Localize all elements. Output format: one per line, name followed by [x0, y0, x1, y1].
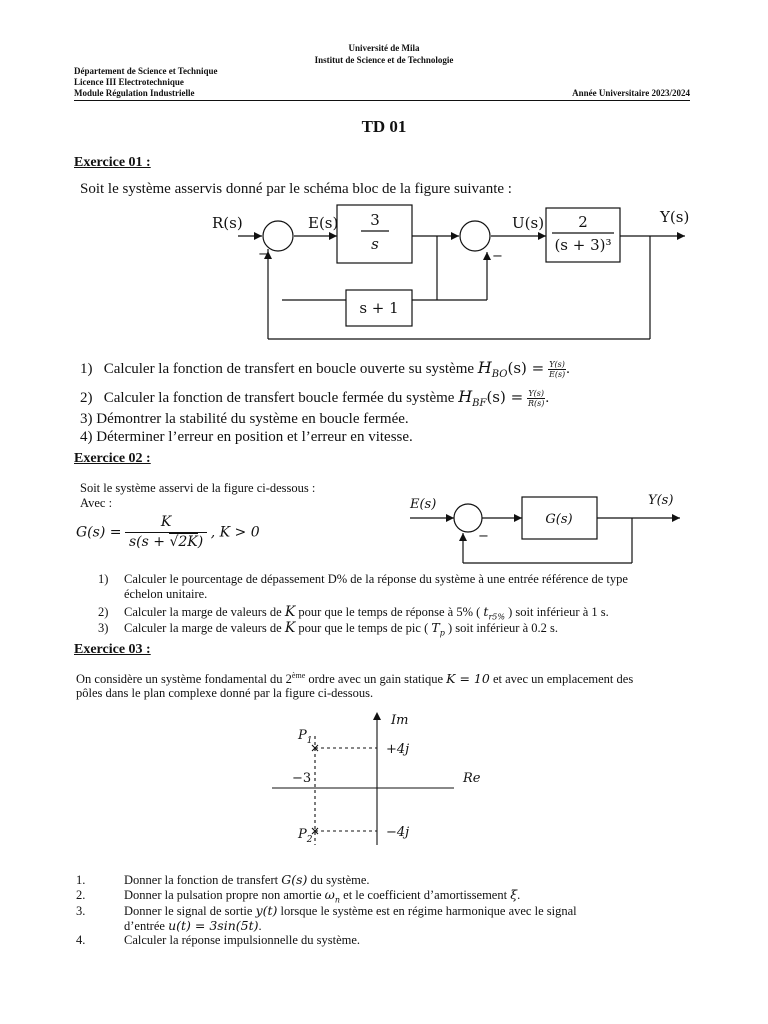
- block2-numerator: 2: [578, 213, 588, 231]
- minus-3-label: −3: [292, 771, 312, 786]
- sum2-minus-sign: −: [492, 249, 503, 264]
- exercise-2-question-1: 1) Calculer le pourcentage de dépassement D% de la réponse du système à une entrée référence de type: [98, 572, 628, 586]
- complex-plane-diagram: [0, 700, 768, 850]
- sum1-minus-sign: −: [258, 247, 269, 262]
- exercise-3-question-3-cont: d’entrée u(t) = 3sin(5t).: [124, 918, 262, 933]
- exercise-1-question-4: 4) Déterminer l’erreur en position et l’erreur en vitesse.: [80, 429, 413, 445]
- exercise-3-question-3: 3. Donner le signal de sortie y(t) lorsque le système est en régime harmonique avec le signal: [76, 903, 577, 918]
- exercise-2-question-2: 2) Calculer la marge de valeurs de K pour que le temps de réponse à 5% ( $t_{r5\%}$ ) soit inférieur à 1 s.: [98, 604, 609, 622]
- exercise-2-heading: Exercice 02 :: [74, 451, 151, 466]
- diagram2-minus-sign: −: [478, 529, 489, 544]
- exercise-1-intro: Soit le système asservis donné par le schéma bloc de la figure suivante :: [80, 181, 512, 197]
- licence-name: Licence III Electrotechnique: [74, 77, 184, 87]
- block-diagram-1: [0, 196, 768, 346]
- block2-denominator: (s + 3)³: [554, 236, 612, 254]
- feedback-block-label: s + 1: [359, 299, 399, 317]
- exercise-2-avec: Avec :: [80, 496, 113, 510]
- exercise-1-question-1: 1) Calculer la fonction de transfert en boucle ouverte su système $H_{BO}(s)$ = $\frac{Y(s)}{E(s)}$ .: [80, 358, 570, 381]
- block-diagram-2: [0, 484, 768, 570]
- exercise-2-question-1-cont: échelon unitaire.: [124, 587, 208, 601]
- university-name: Université de Mila: [348, 43, 420, 53]
- error-label-es: E(s): [308, 214, 339, 232]
- exercise-2-transfer-function: G(s) = $\frac{K}{s(s + √2K)}$ , K > 0: [76, 514, 260, 550]
- input-label-rs: R(s): [212, 214, 243, 232]
- exercise-3-intro-line-1: On considère un système fondamental du 2ème ordre avec un gain statique K = 10 et avec un emplacement des: [76, 671, 634, 687]
- block1-denominator: s: [371, 235, 379, 253]
- pole-p2-label: $P_2$: [298, 827, 313, 845]
- imaginary-axis-label: Im: [391, 713, 409, 728]
- exercise-3-question-4: 4. Calculer la réponse impulsionnelle du système.: [76, 933, 361, 947]
- diagram2-output-label: Y(s): [648, 493, 674, 508]
- academic-year: Année Universitaire 2023/2024: [572, 88, 690, 98]
- exercise-2-intro: Soit le système asservi de la figure ci-dessous :: [80, 481, 316, 495]
- exercise-3-question-1: 1. Donner la fonction de transfert G(s) du système.: [76, 872, 370, 887]
- block1-numerator: 3: [370, 211, 380, 229]
- exercise-3-question-2: 2. Donner la pulsation propre non amortie $\omega_n$ et le coefficient d’amortissement ξ.: [76, 887, 521, 905]
- exercise-1-heading: Exercice 01 :: [74, 155, 151, 170]
- exercise-1-question-3: 3) Démontrer la stabilité du système en boucle fermée.: [80, 411, 409, 427]
- real-axis-label: Re: [463, 771, 481, 786]
- diagram2-block-label: G(s): [545, 512, 573, 527]
- diagram2-input-label: E(s): [410, 497, 437, 512]
- exercise-3-intro-line-2: pôles dans le plan complexe donné par la figure ci-dessous.: [76, 686, 374, 700]
- department-name: Département de Science et Technique: [74, 66, 218, 76]
- module-name: Module Régulation Industrielle: [74, 88, 195, 98]
- header-rule: [74, 100, 690, 101]
- institute-name: Institut de Science et de Technologie: [314, 55, 454, 65]
- exercise-2-question-3: 3) Calculer la marge de valeurs de K pour que le temps de pic ( $T_p$ ) soit inférieur à 0.2 s.: [98, 620, 558, 638]
- page-title: TD 01: [361, 117, 407, 136]
- exercise-3-heading: Exercice 03 :: [74, 642, 151, 657]
- plus-4j-label: +4j: [386, 742, 410, 757]
- control-label-us: U(s): [512, 214, 545, 232]
- output-label-ys: Y(s): [660, 208, 690, 226]
- minus-4j-label: −4j: [386, 825, 410, 840]
- pole-p1-label: $P_1$: [298, 728, 313, 746]
- exercise-1-question-2: 2) Calculer la fonction de transfert boucle fermée du système $H_{BF}(s)$ = $\frac{Y(s)}{R(s)}$ .: [80, 387, 550, 410]
